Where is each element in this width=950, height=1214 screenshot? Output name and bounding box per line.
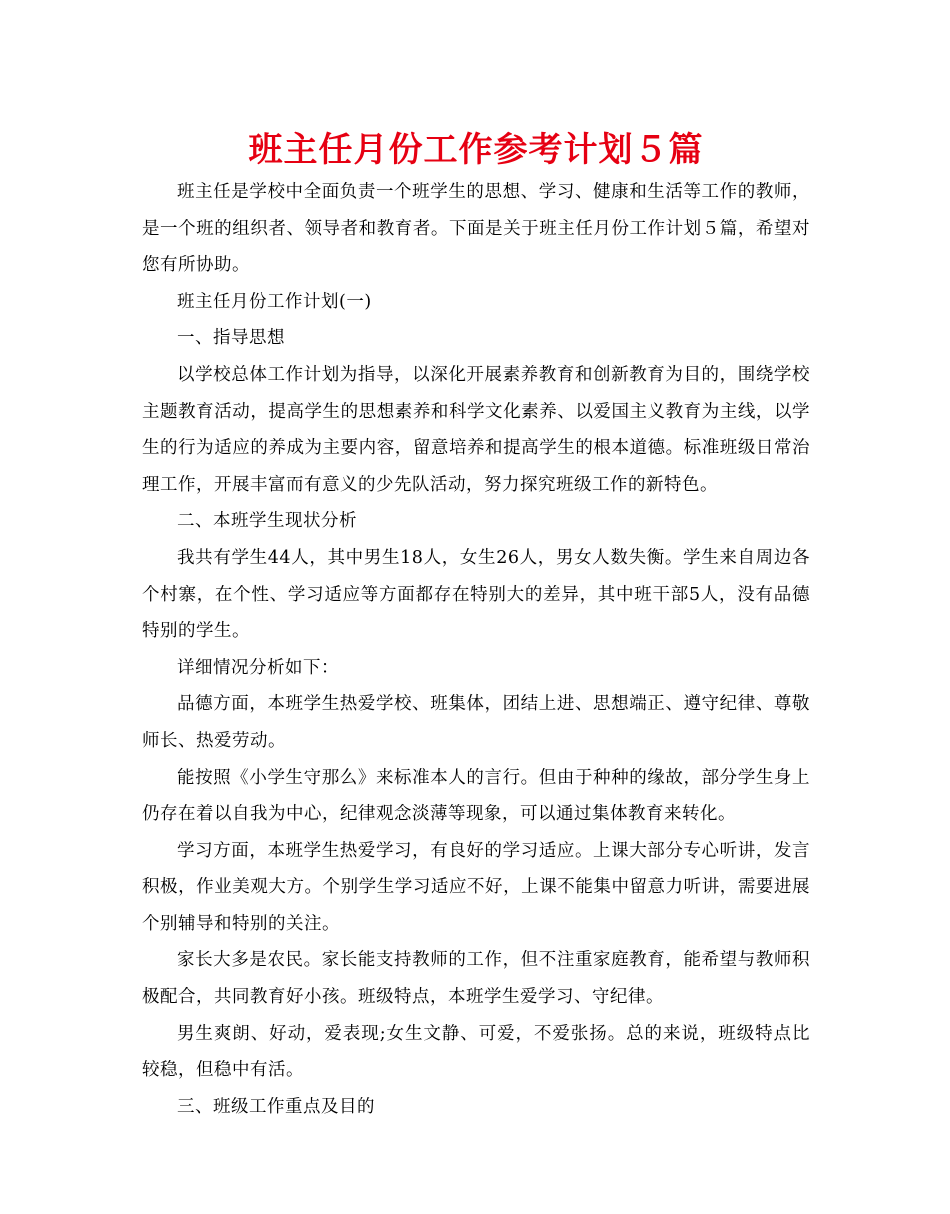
paragraph-detail-intro: 详细情况分析如下： xyxy=(177,657,339,678)
section-heading-class-analysis: 二、本班学生现状分析 xyxy=(177,511,357,532)
paragraph-class-stats: 我共有学生44人，其中男生18人，女生26人，男女人数失衡。学生来自周边各个村寨，在个性、学习适应等方面都存在特别大的差异，其中班干部5人，没有品德特别的学生。 xyxy=(142,547,810,642)
section-heading-guiding-thought: 一、指导思想 xyxy=(177,328,285,349)
paragraph-gender-traits: 男生爽朗、好动，爱表现;女生文静、可爱，不爱张扬。总的来说，班级特点比较稳，但稳中有活。 xyxy=(142,1023,810,1081)
paragraph-morality: 品德方面，本班学生热爱学校、班集体，团结上进、思想端正、遵守纪律、尊敬师长、热爱劳动。 xyxy=(142,694,810,751)
section-heading-class-focus: 三、班级工作重点及目的 xyxy=(177,1096,375,1117)
paragraph-study: 学习方面，本班学生热爱学习，有良好的学习适应。上课大部分专心听讲，发言积极，作业美观大方。个别学生学习适应不好，上课不能集中留意力听讲，需要进展个别辅导和特别的关注。 xyxy=(142,840,810,934)
paragraph-intro: 班主任是学校中全面负责一个班学生的思想、学习、健康和生活等工作的教师，是一个班的组织者、领导者和教育者。下面是关于班主任月份工作计划５篇，希望对您有所协助。 xyxy=(142,182,810,276)
document-title: 班主任月份工作参考计划５篇 xyxy=(248,130,704,170)
paragraph-guiding-thought: 以学校总体工作计划为指导，以深化开展素养教育和创新教育为目的，围绕学校主题教育活动，提高学生的思想素养和科学文化素养、以爱国主义教育为主线，以学生的行为适应的养成为主要内容，留意培养和提高学生的根本道德。标准班级日常治理工作，开展丰富而有意义的少先队活动，努力探究班级工作的新特色。 xyxy=(142,364,810,495)
paragraph-plan-heading: 班主任月份工作计划(一) xyxy=(177,291,372,312)
paragraph-parents: 家长大多是农民。家长能支持教师的工作，但不注重家庭教育，能希望与教师积极配合，共同教育好小孩。班级特点，本班学生爱学习、守纪律。 xyxy=(142,950,810,1008)
paragraph-conduct: 能按照《小学生守那么》来标准本人的言行。但由于种种的缘故，部分学生身上仍存在着以自我为中心，纪律观念淡薄等现象，可以通过集体教育来转化。 xyxy=(142,767,810,825)
